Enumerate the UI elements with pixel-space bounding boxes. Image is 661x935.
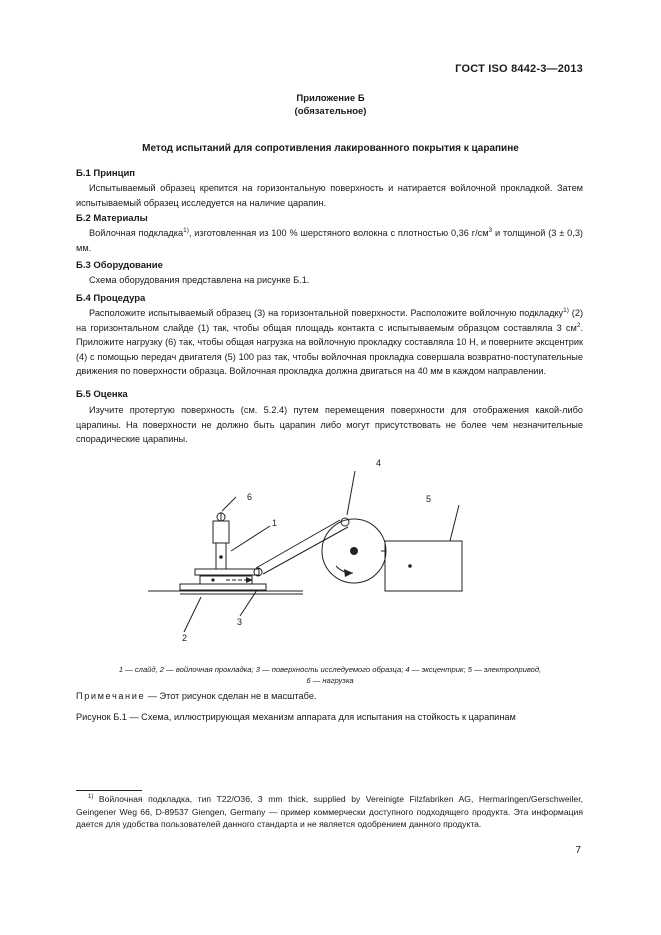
figure-label: 3: [237, 617, 243, 627]
section-heading: Б.3 Оборудование: [76, 260, 163, 271]
section-text: Изучите протертую поверхность (см. 5.2.4) путем перемещения поверхности для отображения какой-либо царапины. На поверхности не должно быть царапин либо могут присутствовать не более чем незначительные спорадические царапины.: [76, 405, 583, 444]
figure-label: 5: [426, 494, 432, 504]
figure-note: Примечание — Этот рисунок сделан не в масштабе.: [76, 691, 317, 701]
standard-number: ГОСТ ISO 8442-3—2013: [455, 63, 583, 75]
footnote: $^{1)}$ Войлочная подкладка, тип T22/O36, 3 mm thick, supplied by Vereinigte Filzfabriken AG, Hermaringen/Gerschweiler, Geingener Weg 66, D-89537 Giengen, Germany — пример коммерчески доступного подходящего продукта. Эта информация дается для удобства пользователей данного стандарта и не является одобрением данного продукта.: [76, 794, 583, 829]
figure-label: 1: [272, 518, 278, 528]
section-heading: Б.5 Оценка: [76, 389, 128, 400]
annex-subtitle: (обязательное): [294, 106, 367, 117]
section-text: Войлочная подкладка$^{1)}$, изготовленная из 100 % шерстяного волокна с плотностью 0,36 $г/см^3$ и толщиной (3 ± 0,3) мм.: [76, 226, 583, 253]
section-text: Схема оборудования представлена на рисунке Б.1.: [89, 275, 310, 285]
slide: [195, 569, 259, 575]
figure-label: 4: [376, 458, 382, 468]
load-weight: [213, 521, 229, 543]
footnote-rule: [76, 790, 142, 791]
annex-title: Приложение Б: [296, 93, 365, 104]
apparatus-diagram: [0, 448, 661, 658]
figure-label: 6: [247, 492, 253, 502]
section-text: Испытываемый образец крепится на горизонтальную поверхность и натирается войлочной прокладкой. Затем испытываемый образец исследуется на наличие царапин.: [76, 183, 583, 208]
figure-caption: 1 — слайд, 2 — войлочная прокладка; 3 — поверхность исследуемого образца; 4 — эксцентрик; 5 — электропривод,: [118, 665, 542, 674]
figure-caption: 6 — нагрузка: [306, 676, 354, 685]
rotation-arrow: [344, 569, 353, 577]
page-number: 7: [575, 845, 581, 856]
section-heading: Б.1 Принцип: [76, 168, 136, 179]
main-title: Метод испытаний для сопротивления лакированного покрытия к царапине: [142, 143, 519, 154]
figure-title: Рисунок Б.1 — Схема, иллюстрирующая механизм аппарата для испытания на стойкость к царапинам: [76, 712, 516, 722]
section-heading: Б.4 Процедура: [76, 293, 146, 304]
motor-box: [385, 541, 462, 591]
specimen-plate: [180, 584, 266, 590]
section-heading: Б.2 Материалы: [76, 213, 148, 224]
section-text: Расположите испытываемый образец (3) на горизонтальной поверхности. Расположите войлочную подкладку$^{1)}$ (2) на горизонтальном слайде (1) так, чтобы общая площадь контакта с испытываемым образцом составляла 3 $см^2$. Приложите нагрузку (6) так, чтобы общая нагрузка на войлочную прокладку составляла 10 Н, и поверните эксцентрик (4) с помощью передач двигателя (5) 100 раз так, чтобы войлочная прокладка совершала возвратно-поступательные движения по поверхности образца. Войлочная прокладка должна двигаться на 40 мм в каждом направлении.: [76, 306, 583, 376]
figure-label: 2: [182, 633, 188, 643]
eccentric-axle: [350, 547, 358, 555]
